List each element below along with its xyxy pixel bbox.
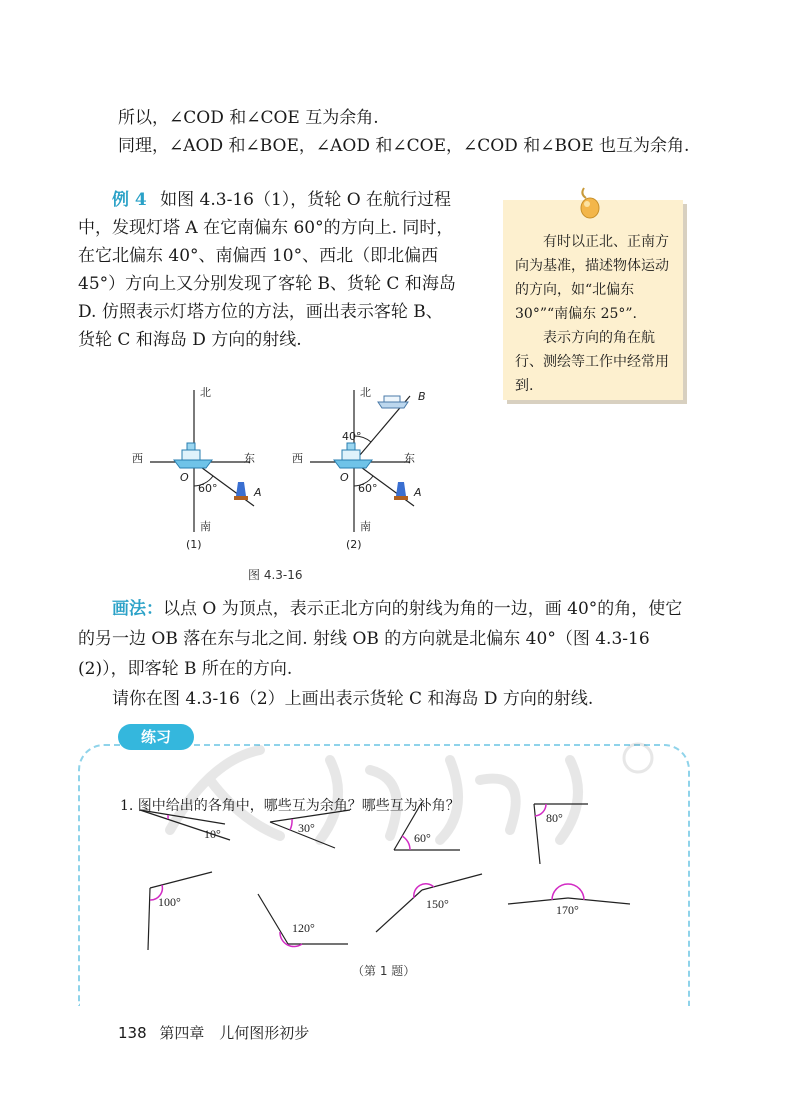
angle-30 [270, 810, 350, 848]
angle-60-label: 60° [358, 482, 378, 495]
angle-label: 150° [426, 897, 449, 911]
chapter-label: 第四章 [159, 1024, 205, 1042]
point-b-label: B [418, 390, 426, 403]
lighthouse-icon [234, 482, 248, 500]
angle-150 [376, 874, 482, 932]
chapter-title: 儿何图形初步 [219, 1024, 310, 1042]
method-label: 画法： [112, 599, 163, 619]
method-line: 的另一边 OB 落在东与北之间. 射线 OB 的方向就是北偏东 40°（图 4.3-16 [78, 629, 650, 649]
angle-label: 100° [158, 895, 181, 909]
north-label: 北 [200, 386, 211, 399]
example-line: 中，发现灯塔 A 在它南偏东 60°的方向上. 同时， [78, 218, 454, 238]
exercise-caption: （第 1 题） [352, 964, 416, 978]
east-label: 东 [404, 452, 415, 465]
sub-caption-2: (2) [346, 538, 362, 551]
angle-label: 10° [204, 827, 221, 841]
method-line: 请你在图 4.3-16（2）上画出表示货轮 C 和海岛 D 方向的射线. [112, 689, 594, 709]
angle-60 [394, 802, 460, 850]
point-a-label: A [254, 486, 262, 499]
example-label: 例 4 [112, 190, 147, 210]
method-line: (2)），即客轮 B 所在的方向. [78, 659, 293, 679]
figure-caption: 图 4.3-16 [248, 568, 303, 582]
example-line: D. 仿照表示灯塔方位的方法，画出表示客轮 B、 [78, 302, 443, 322]
example-block [78, 186, 478, 354]
diagram-2 [292, 386, 426, 551]
angle-label: 80° [546, 811, 563, 825]
angles-figure [120, 792, 660, 962]
angle-label: 120° [292, 921, 315, 935]
question-1: 1. 图中给出的各角中，哪些互为余角？哪些互为补角？ [120, 798, 460, 814]
method-block [78, 594, 698, 714]
west-label: 西 [292, 452, 303, 465]
page-number: 138 [118, 1024, 147, 1042]
sub-caption-1: (1) [186, 538, 202, 551]
note-paragraph: 表示方向的角在航行、测绘等工作中经常用到. [515, 330, 669, 394]
note-paragraph: 有时以正北、正南方向为基准，描述物体运动的方向，如“北偏东 30°”“南偏东 25°”. [515, 234, 669, 322]
west-label: 西 [132, 452, 143, 465]
exercise-tab: 练习 [118, 724, 194, 750]
passenger-ship-icon [378, 396, 408, 408]
east-label: 东 [244, 452, 255, 465]
example-line: 货轮 C 和海岛 D 方向的射线. [78, 330, 302, 350]
pin-icon [578, 186, 602, 220]
angle-60-label: 60° [198, 482, 218, 495]
direction-figure [120, 382, 440, 552]
example-line: 如图 4.3-16（1），货轮 O 在航行过程 [160, 190, 452, 210]
angle-100 [148, 872, 212, 950]
angle-170 [508, 884, 630, 917]
point-a-label: A [414, 486, 422, 499]
example-line: 在它北偏东 40°、南偏西 10°、西北（即北偏西 [78, 246, 439, 266]
angle-label: 60° [414, 831, 431, 845]
angle-40-label: 40° [342, 430, 362, 443]
angle-120 [258, 894, 348, 947]
diagram-1 [132, 386, 262, 551]
south-label: 南 [360, 520, 371, 533]
south-label: 南 [200, 520, 211, 533]
ship-icon [174, 443, 212, 468]
text-line: 同理，∠AOD 和∠BOE，∠AOD 和∠COE，∠COD 和∠BOE 也互为余角. [118, 136, 690, 156]
north-label: 北 [360, 386, 371, 399]
angle-10 [140, 810, 230, 841]
example-line: 45°）方向上又分别发现了客轮 B、货轮 C 和海岛 [78, 274, 456, 294]
method-line: 以点 O 为顶点，表示正北方向的射线为角的一边，画 40°的角，使它 [163, 599, 683, 619]
origin-label: O [180, 471, 189, 484]
text-line: 所以，∠COD 和∠COE 互为余角. [118, 108, 379, 128]
side-note [503, 200, 683, 400]
angle-80 [534, 804, 588, 864]
lighthouse-icon [394, 482, 408, 500]
origin-label: O [340, 471, 349, 484]
angle-label: 30° [298, 821, 315, 835]
page-footer [118, 1022, 309, 1043]
angle-label: 170° [556, 903, 579, 917]
